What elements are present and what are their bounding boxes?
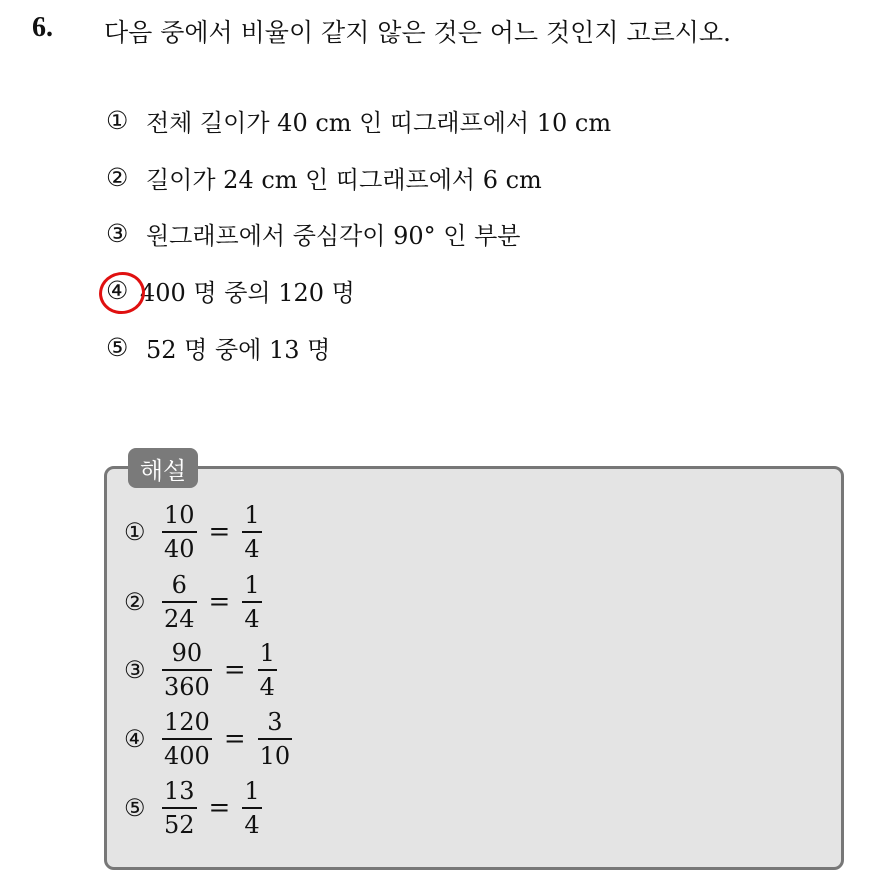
denominator: 52 xyxy=(164,811,195,839)
solution-row-1-marker: ① xyxy=(124,518,146,546)
solution-tab: 해설 xyxy=(128,448,198,488)
choice-4[interactable] xyxy=(106,270,355,310)
numerator: 1 xyxy=(244,571,260,599)
solution-row-3-marker: ③ xyxy=(124,656,146,684)
denominator: 360 xyxy=(164,673,210,701)
solution-row-2-marker: ② xyxy=(124,588,146,616)
choice-4-text: 400 명 중의 120 명 xyxy=(140,278,355,307)
equals-sign: = xyxy=(208,587,231,617)
choice-5-marker: ⑤ xyxy=(106,332,129,362)
numerator: 1 xyxy=(244,501,260,529)
denominator: 4 xyxy=(244,605,260,633)
equals-sign: = xyxy=(208,793,231,823)
numerator: 6 xyxy=(171,571,187,599)
numerator: 120 xyxy=(164,708,210,736)
solution-row-2 xyxy=(124,570,266,634)
choice-2-marker: ② xyxy=(106,162,129,192)
question-text: 다음 중에서 비율이 같지 않은 것은 어느 것인지 고르시오. xyxy=(104,18,731,47)
choice-5-text: 52 명 중에 13 명 xyxy=(146,335,331,364)
question-number: 6. xyxy=(32,12,53,43)
choice-3-marker: ③ xyxy=(106,218,129,248)
solution-row-4 xyxy=(124,707,296,771)
solution-row-1-lhs-fraction xyxy=(162,503,197,561)
numerator: 10 xyxy=(164,501,195,529)
solution-row-5 xyxy=(124,776,266,840)
numerator: 13 xyxy=(164,777,195,805)
denominator: 4 xyxy=(259,673,275,701)
solution-row-5-marker: ⑤ xyxy=(124,794,146,822)
equals-sign: = xyxy=(223,724,246,754)
numerator: 90 xyxy=(171,639,203,667)
equals-sign: = xyxy=(208,517,231,547)
choice-1-text: 전체 길이가 40 cm 인 띠그래프에서 10 cm xyxy=(146,108,612,137)
solution-row-5-lhs-fraction xyxy=(162,779,197,837)
solution-row-3-lhs-fraction xyxy=(162,641,212,699)
solution-row-3 xyxy=(124,638,281,702)
choice-1[interactable] xyxy=(106,100,611,140)
numerator: 1 xyxy=(244,777,260,805)
solution-row-4-lhs-fraction xyxy=(162,710,212,768)
choice-1-marker: ① xyxy=(106,105,129,135)
choice-3[interactable] xyxy=(106,213,520,253)
choice-2-text: 길이가 24 cm 인 띠그래프에서 6 cm xyxy=(146,165,542,194)
solution-row-1-rhs-fraction xyxy=(242,503,261,561)
denominator: 10 xyxy=(259,742,291,770)
choice-5[interactable] xyxy=(106,327,330,367)
denominator: 24 xyxy=(164,605,195,633)
solution-row-5-rhs-fraction xyxy=(242,779,261,837)
solution-row-2-lhs-fraction xyxy=(162,573,197,631)
solution-row-4-rhs-fraction xyxy=(258,710,293,768)
solution-row-2-rhs-fraction xyxy=(242,573,261,631)
equals-sign: = xyxy=(223,655,246,685)
denominator: 4 xyxy=(244,535,260,563)
numerator: 3 xyxy=(267,708,283,736)
choice-4-marker: ④ xyxy=(106,276,140,305)
denominator: 40 xyxy=(164,535,195,563)
choice-3-text: 원그래프에서 중심각이 90° 인 부분 xyxy=(146,221,521,250)
numerator: 1 xyxy=(259,639,275,667)
solution-row-3-rhs-fraction xyxy=(258,641,277,699)
denominator: 4 xyxy=(244,811,260,839)
choice-2[interactable] xyxy=(106,157,542,197)
denominator: 400 xyxy=(164,742,210,770)
solution-row-1 xyxy=(124,500,266,564)
solution-row-4-marker: ④ xyxy=(124,725,146,753)
answer-circle-icon xyxy=(96,269,147,317)
